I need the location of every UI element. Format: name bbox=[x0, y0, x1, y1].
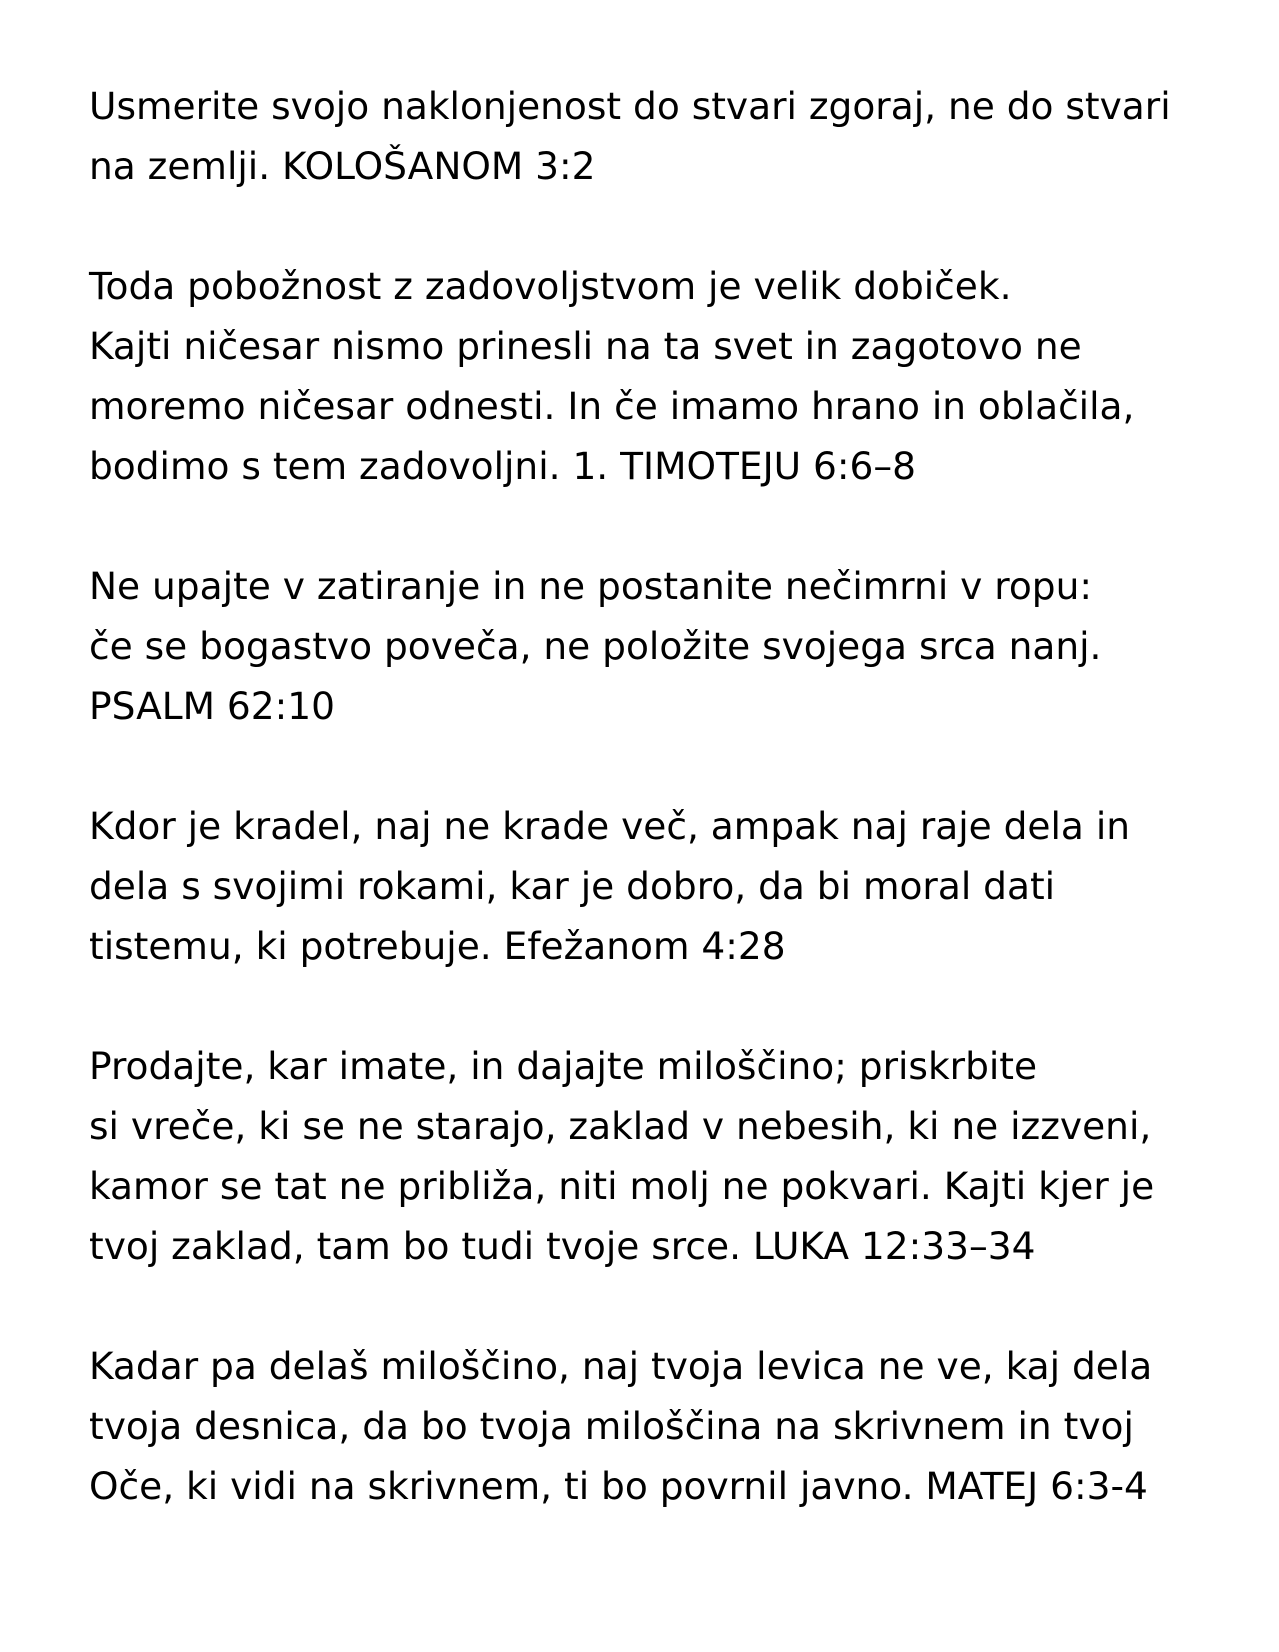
verse-block bbox=[89, 796, 1239, 976]
verse-line: na zemlji. KOLOŠANOM 3:2 bbox=[89, 144, 596, 188]
verse-line: če se bogastvo poveča, ne položite svojega srca nanj. bbox=[89, 624, 1102, 668]
verse-line: dela s svojimi rokami, kar je dobro, da bi moral dati bbox=[89, 864, 1056, 908]
verse-line: Usmerite svojo naklonjenost do stvari zgoraj, ne do stvari bbox=[89, 84, 1171, 128]
verse-line: Oče, ki vidi na skrivnem, ti bo povrnil javno. MATEJ 6:3-4 bbox=[89, 1464, 1148, 1508]
verse-line: Kdor je kradel, naj ne krade več, ampak naj raje dela in bbox=[89, 804, 1131, 848]
verse-block bbox=[89, 256, 1239, 496]
verse-block bbox=[89, 1336, 1239, 1516]
verse-block bbox=[89, 556, 1239, 736]
verse-line: si vreče, ki se ne starajo, zaklad v nebesih, ki ne izzveni, bbox=[89, 1104, 1152, 1148]
verse-line: moremo ničesar odnesti. In če imamo hrano in oblačila, bbox=[89, 384, 1135, 428]
verse-line: tvoja desnica, da bo tvoja miloščina na skrivnem in tvoj bbox=[89, 1404, 1134, 1448]
verse-line: bodimo s tem zadovoljni. 1. TIMOTEJU 6:6–8 bbox=[89, 444, 916, 488]
verse-line: PSALM 62:10 bbox=[89, 684, 336, 728]
verse-line: kamor se tat ne približa, niti molj ne pokvari. Kajti kjer je bbox=[89, 1164, 1155, 1208]
verse-line: Kajti ničesar nismo prinesli na ta svet in zagotovo ne bbox=[89, 324, 1082, 368]
verse-line: Kadar pa delaš miloščino, naj tvoja levica ne ve, kaj dela bbox=[89, 1344, 1153, 1388]
verse-line: tvoj zaklad, tam bo tudi tvoje srce. LUKA 12:33–34 bbox=[89, 1224, 1036, 1268]
verse-line: Ne upajte v zatiranje in ne postanite nečimrni v ropu: bbox=[89, 564, 1093, 608]
verse-block bbox=[89, 76, 1239, 196]
verse-line: Prodajte, kar imate, in dajajte miloščino; priskrbite bbox=[89, 1044, 1038, 1088]
document-page bbox=[89, 76, 1239, 1576]
verse-line: tistemu, ki potrebuje. Efežanom 4:28 bbox=[89, 924, 786, 968]
verse-block bbox=[89, 1036, 1239, 1276]
verse-line: Toda pobožnost z zadovoljstvom je velik dobiček. bbox=[89, 264, 1012, 308]
